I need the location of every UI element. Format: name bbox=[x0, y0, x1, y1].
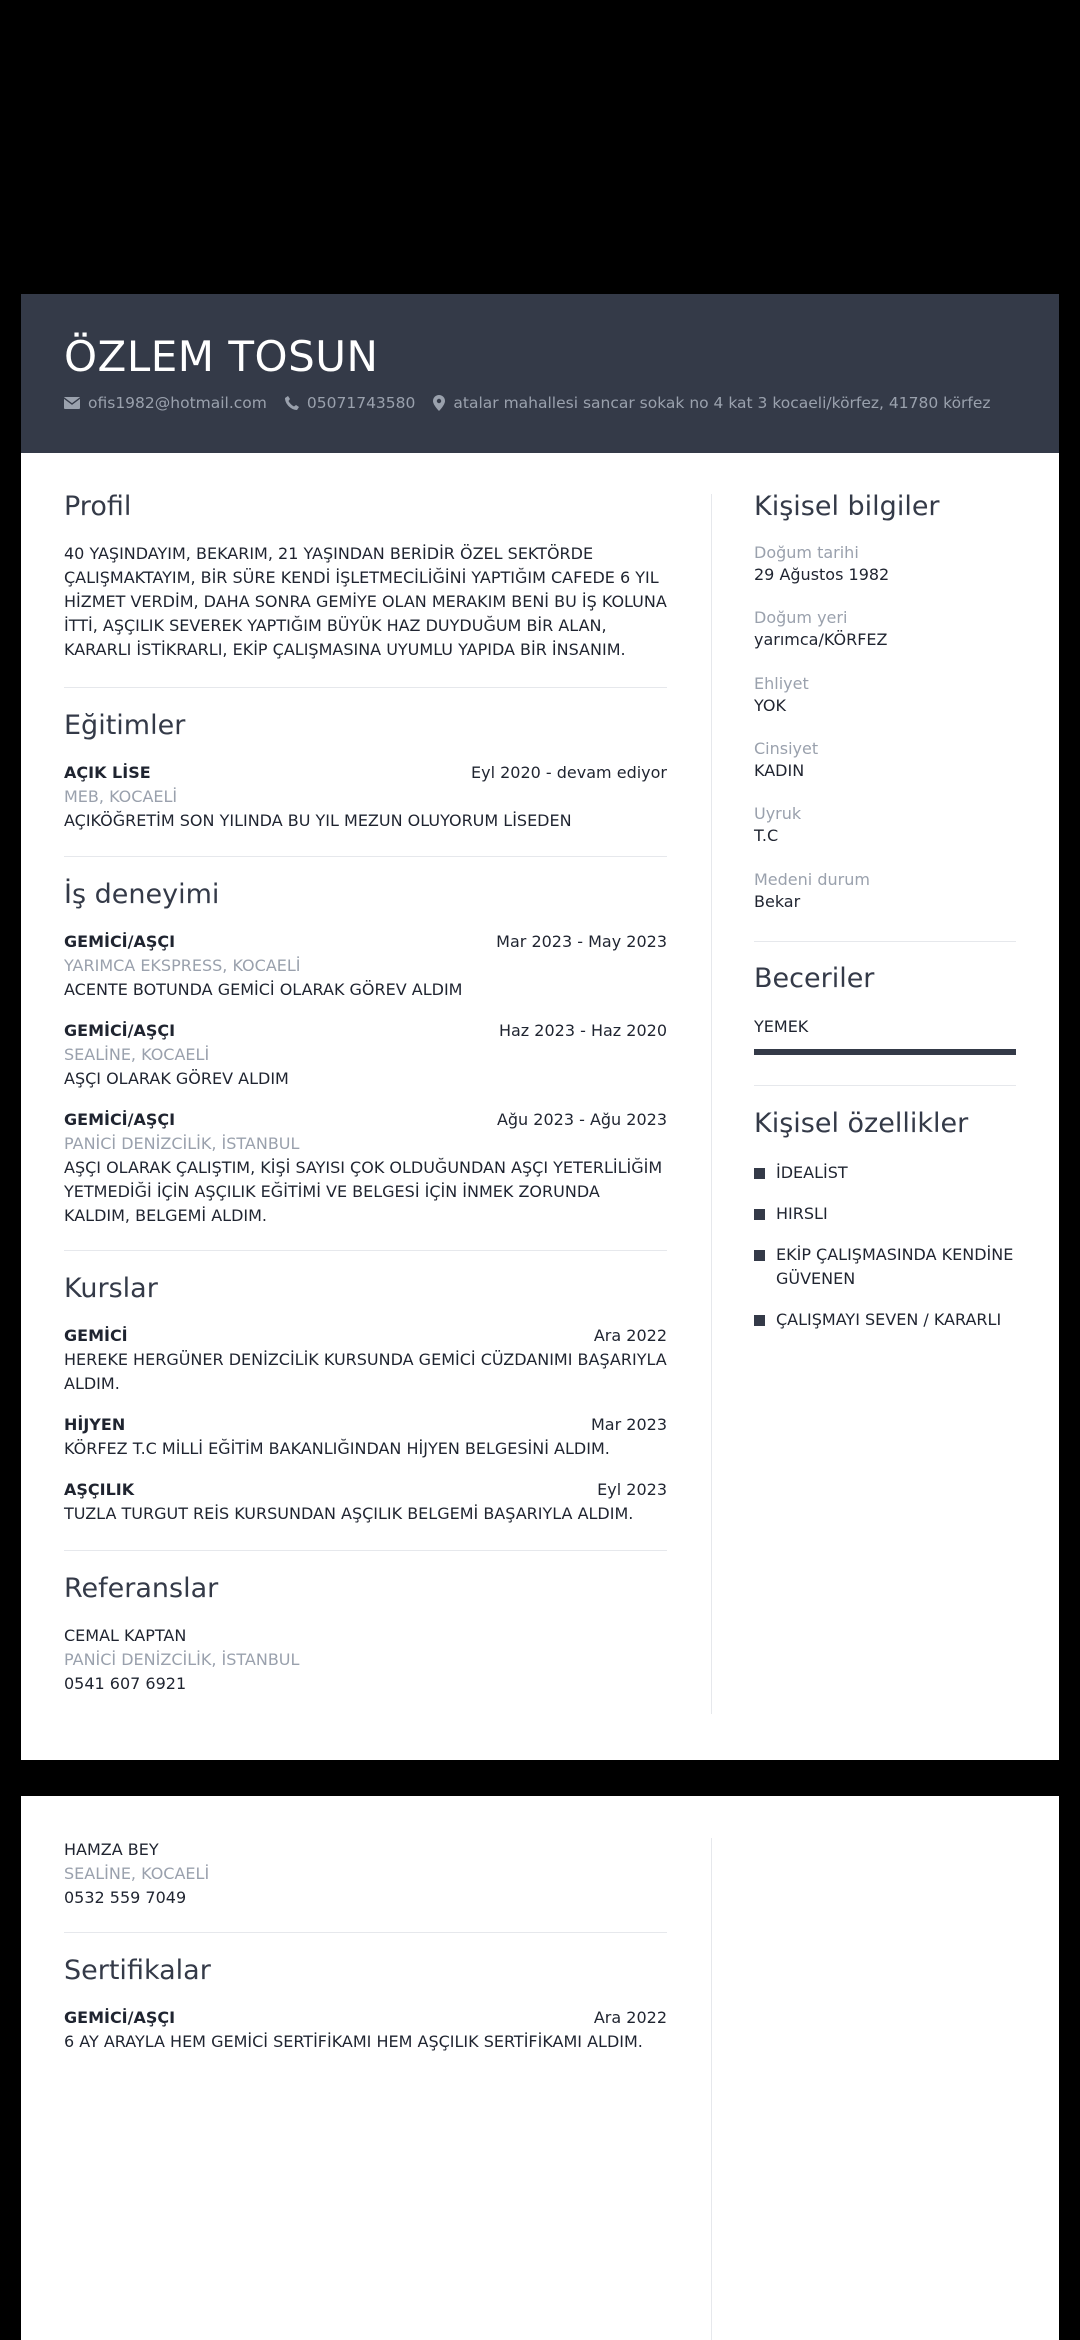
skill-bar-track bbox=[754, 1049, 1016, 1055]
profile-text: 40 YAŞINDAYIM, BEKARIM, 21 YAŞINDAN BERİDİR ÖZEL SEKTÖRDE ÇALIŞMAKTAYIM, BİR SÜRE KENDİ İŞLETMECİLİĞİNİ YAPTIĞIM CAFEDE 6 YIL HİZMET VERDİM, DAHA SONRA GEMİYE OLAN MERAKIM BENİ BU İŞ KOLUNA İTTİ, AŞÇILIK SEVEREK YAPTIĞIM BÜYÜK HAZ DUYDUĞUM BİR ALAN, KARARLI İSTİKRARLI, EKİP ÇALIŞMASINA UYUMLU YAPIDA BİR İNSANIM. bbox=[64, 544, 667, 659]
traits-title: Kişisel özellikler bbox=[754, 1108, 969, 1139]
experience-role: GEMİCİ/AŞÇI bbox=[64, 1021, 176, 1040]
course-name: GEMİCİ bbox=[64, 1326, 128, 1345]
references-title: Referanslar bbox=[64, 1573, 219, 1604]
experience-date: Ağu 2023 - Ağu 2023 bbox=[496, 1110, 667, 1129]
course-name: AŞÇILIK bbox=[64, 1480, 135, 1499]
experience-item bbox=[64, 930, 667, 1002]
reference-item bbox=[64, 1624, 667, 1696]
certificate-date: Ara 2022 bbox=[593, 2008, 667, 2027]
course-desc: KÖRFEZ T.C MİLLİ EĞİTİM BAKANLIĞINDAN HİJYEN BELGESİNİ ALDIM. bbox=[64, 1439, 610, 1458]
experience-item bbox=[64, 1019, 667, 1091]
skill-name: YEMEK bbox=[754, 1017, 809, 1036]
square-bullet-icon bbox=[754, 1250, 765, 1261]
phone-text: 05071743580 bbox=[306, 394, 416, 412]
info-label: Medeni durum bbox=[754, 870, 870, 889]
trait-item bbox=[754, 1202, 1036, 1226]
education-org: MEB, KOCAELİ bbox=[64, 787, 178, 806]
experience-desc: AŞÇI OLARAK ÇALIŞTIM, KİŞİ SAYISI ÇOK OLDUĞUNDAN AŞÇI YETERLİLİĞİM YETMEDİĞİ İÇİN AŞÇILIK EĞİTİMİ VE BELGESİ İÇİN İNMEK ZORUNDA KALDIM, BELGEMİ ALDIM. bbox=[64, 1158, 663, 1225]
reference-item bbox=[64, 1838, 667, 1910]
divider bbox=[64, 1250, 667, 1251]
contact-email[interactable] bbox=[64, 394, 267, 412]
reference-phone[interactable]: 0541 607 6921 bbox=[64, 1674, 187, 1693]
side-column bbox=[754, 453, 1036, 1733]
personal-info-item bbox=[754, 607, 887, 651]
experience-company: SEALİNE, KOCAELİ bbox=[64, 1045, 210, 1064]
info-value: YOK bbox=[754, 696, 786, 715]
trait-item bbox=[754, 1243, 1036, 1291]
info-label: Doğum tarihi bbox=[754, 543, 859, 562]
resume-page-2 bbox=[21, 1796, 1059, 2340]
experience-company: YARIMCA EKSPRESS, KOCAELİ bbox=[64, 956, 301, 975]
course-date: Eyl 2023 bbox=[597, 1480, 667, 1499]
contact-address bbox=[433, 394, 990, 412]
course-name: HİJYEN bbox=[64, 1415, 126, 1434]
education-item bbox=[64, 761, 667, 833]
trait-text: EKİP ÇALIŞMASINDA KENDİNE GÜVENEN bbox=[776, 1245, 1014, 1288]
info-value: Bekar bbox=[754, 892, 801, 911]
info-value: yarımca/KÖRFEZ bbox=[754, 630, 888, 649]
course-date: Ara 2022 bbox=[593, 1326, 667, 1345]
education-name: AÇIK LİSE bbox=[64, 763, 151, 782]
info-value: T.C bbox=[754, 826, 779, 845]
certificates-title: Sertifikalar bbox=[64, 1955, 211, 1986]
reference-phone[interactable]: 0532 559 7049 bbox=[64, 1888, 187, 1907]
square-bullet-icon bbox=[754, 1168, 765, 1179]
email-text: ofis1982@hotmail.com bbox=[88, 394, 267, 412]
education-date: Eyl 2020 - devam ediyor bbox=[471, 763, 667, 782]
column-divider bbox=[711, 494, 712, 1714]
info-label: Ehliyet bbox=[754, 674, 809, 693]
course-item bbox=[64, 1324, 667, 1396]
info-value: KADIN bbox=[754, 761, 805, 780]
personal-info-title: Kişisel bilgiler bbox=[754, 491, 940, 522]
location-pin-icon bbox=[433, 395, 445, 411]
square-bullet-icon bbox=[754, 1315, 765, 1326]
trait-item bbox=[754, 1161, 1036, 1185]
reference-org: SEALİNE, KOCAELİ bbox=[64, 1864, 210, 1883]
trait-text: İDEALİST bbox=[776, 1163, 848, 1182]
personal-info-item bbox=[754, 803, 801, 847]
phone-icon bbox=[285, 396, 299, 410]
course-date: Mar 2023 bbox=[591, 1415, 667, 1434]
resume-header bbox=[21, 294, 1059, 453]
contact-phone[interactable] bbox=[285, 394, 415, 412]
experience-company: PANİCİ DENİZCİLİK, İSTANBUL bbox=[64, 1134, 300, 1153]
experience-title: İş deneyimi bbox=[64, 879, 220, 910]
skill-bar-fill bbox=[754, 1049, 1016, 1055]
trait-text: ÇALIŞMAYI SEVEN / KARARLI bbox=[776, 1310, 1002, 1329]
contact-bar bbox=[64, 394, 1009, 412]
personal-info-item bbox=[754, 673, 809, 717]
personal-info-item bbox=[754, 869, 870, 913]
divider bbox=[64, 856, 667, 857]
square-bullet-icon bbox=[754, 1209, 765, 1220]
experience-desc: AŞÇI OLARAK GÖREV ALDIM bbox=[64, 1069, 289, 1088]
address-text: atalar mahallesi sancar sokak no 4 kat 3 kocaeli/körfez, 41780 körfez bbox=[453, 394, 991, 412]
experience-date: Mar 2023 - May 2023 bbox=[496, 932, 667, 951]
divider bbox=[754, 1085, 1016, 1086]
education-desc: AÇIKÖĞRETİM SON YILINDA BU YIL MEZUN OLUYORUM LİSEDEN bbox=[64, 811, 572, 830]
divider bbox=[64, 1932, 667, 1933]
info-label: Uyruk bbox=[754, 804, 802, 823]
personal-info-item bbox=[754, 542, 889, 586]
education-title: Eğitimler bbox=[64, 710, 186, 741]
envelope-icon bbox=[64, 397, 80, 409]
reference-name: CEMAL KAPTAN bbox=[64, 1626, 187, 1645]
main-column bbox=[64, 453, 667, 1733]
course-item bbox=[64, 1413, 667, 1461]
divider bbox=[64, 1550, 667, 1551]
course-desc: TUZLA TURGUT REİS KURSUNDAN AŞÇILIK BELGEMİ BAŞARIYLA ALDIM. bbox=[64, 1504, 634, 1523]
experience-item bbox=[64, 1108, 667, 1228]
trait-item bbox=[754, 1308, 1036, 1332]
divider bbox=[754, 941, 1016, 942]
skills-title: Beceriler bbox=[754, 963, 875, 994]
experience-date: Haz 2023 - Haz 2020 bbox=[498, 1021, 667, 1040]
info-value: 29 Ağustos 1982 bbox=[754, 565, 890, 584]
experience-desc: ACENTE BOTUNDA GEMİCİ OLARAK GÖREV ALDIM bbox=[64, 980, 463, 999]
course-desc: HEREKE HERGÜNER DENİZCİLİK KURSUNDA GEMİCİ CÜZDANIMI BAŞARIYLA ALDIM. bbox=[64, 1350, 667, 1393]
course-item bbox=[64, 1478, 667, 1526]
reference-name: HAMZA BEY bbox=[64, 1840, 159, 1859]
info-label: Doğum yeri bbox=[754, 608, 848, 627]
info-label: Cinsiyet bbox=[754, 739, 819, 758]
column-divider bbox=[711, 1838, 712, 2340]
certificate-name: GEMİCİ/AŞÇI bbox=[64, 2008, 176, 2027]
trait-text: HIRSLI bbox=[776, 1204, 828, 1223]
divider bbox=[64, 687, 667, 688]
candidate-name: ÖZLEM TOSUN bbox=[64, 332, 379, 381]
personal-info-item bbox=[754, 738, 818, 782]
reference-org: PANİCİ DENİZCİLİK, İSTANBUL bbox=[64, 1650, 300, 1669]
experience-role: GEMİCİ/AŞÇI bbox=[64, 932, 176, 951]
profile-title: Profil bbox=[64, 491, 132, 522]
certificate-item bbox=[64, 2006, 667, 2054]
main-column bbox=[64, 1796, 667, 2340]
resume-page-1 bbox=[21, 294, 1059, 1760]
certificate-desc: 6 AY ARAYLA HEM GEMİCİ SERTİFİKAMI HEM AŞÇILIK SERTİFİKAMI ALDIM. bbox=[64, 2032, 643, 2051]
courses-title: Kurslar bbox=[64, 1273, 158, 1304]
experience-role: GEMİCİ/AŞÇI bbox=[64, 1110, 176, 1129]
